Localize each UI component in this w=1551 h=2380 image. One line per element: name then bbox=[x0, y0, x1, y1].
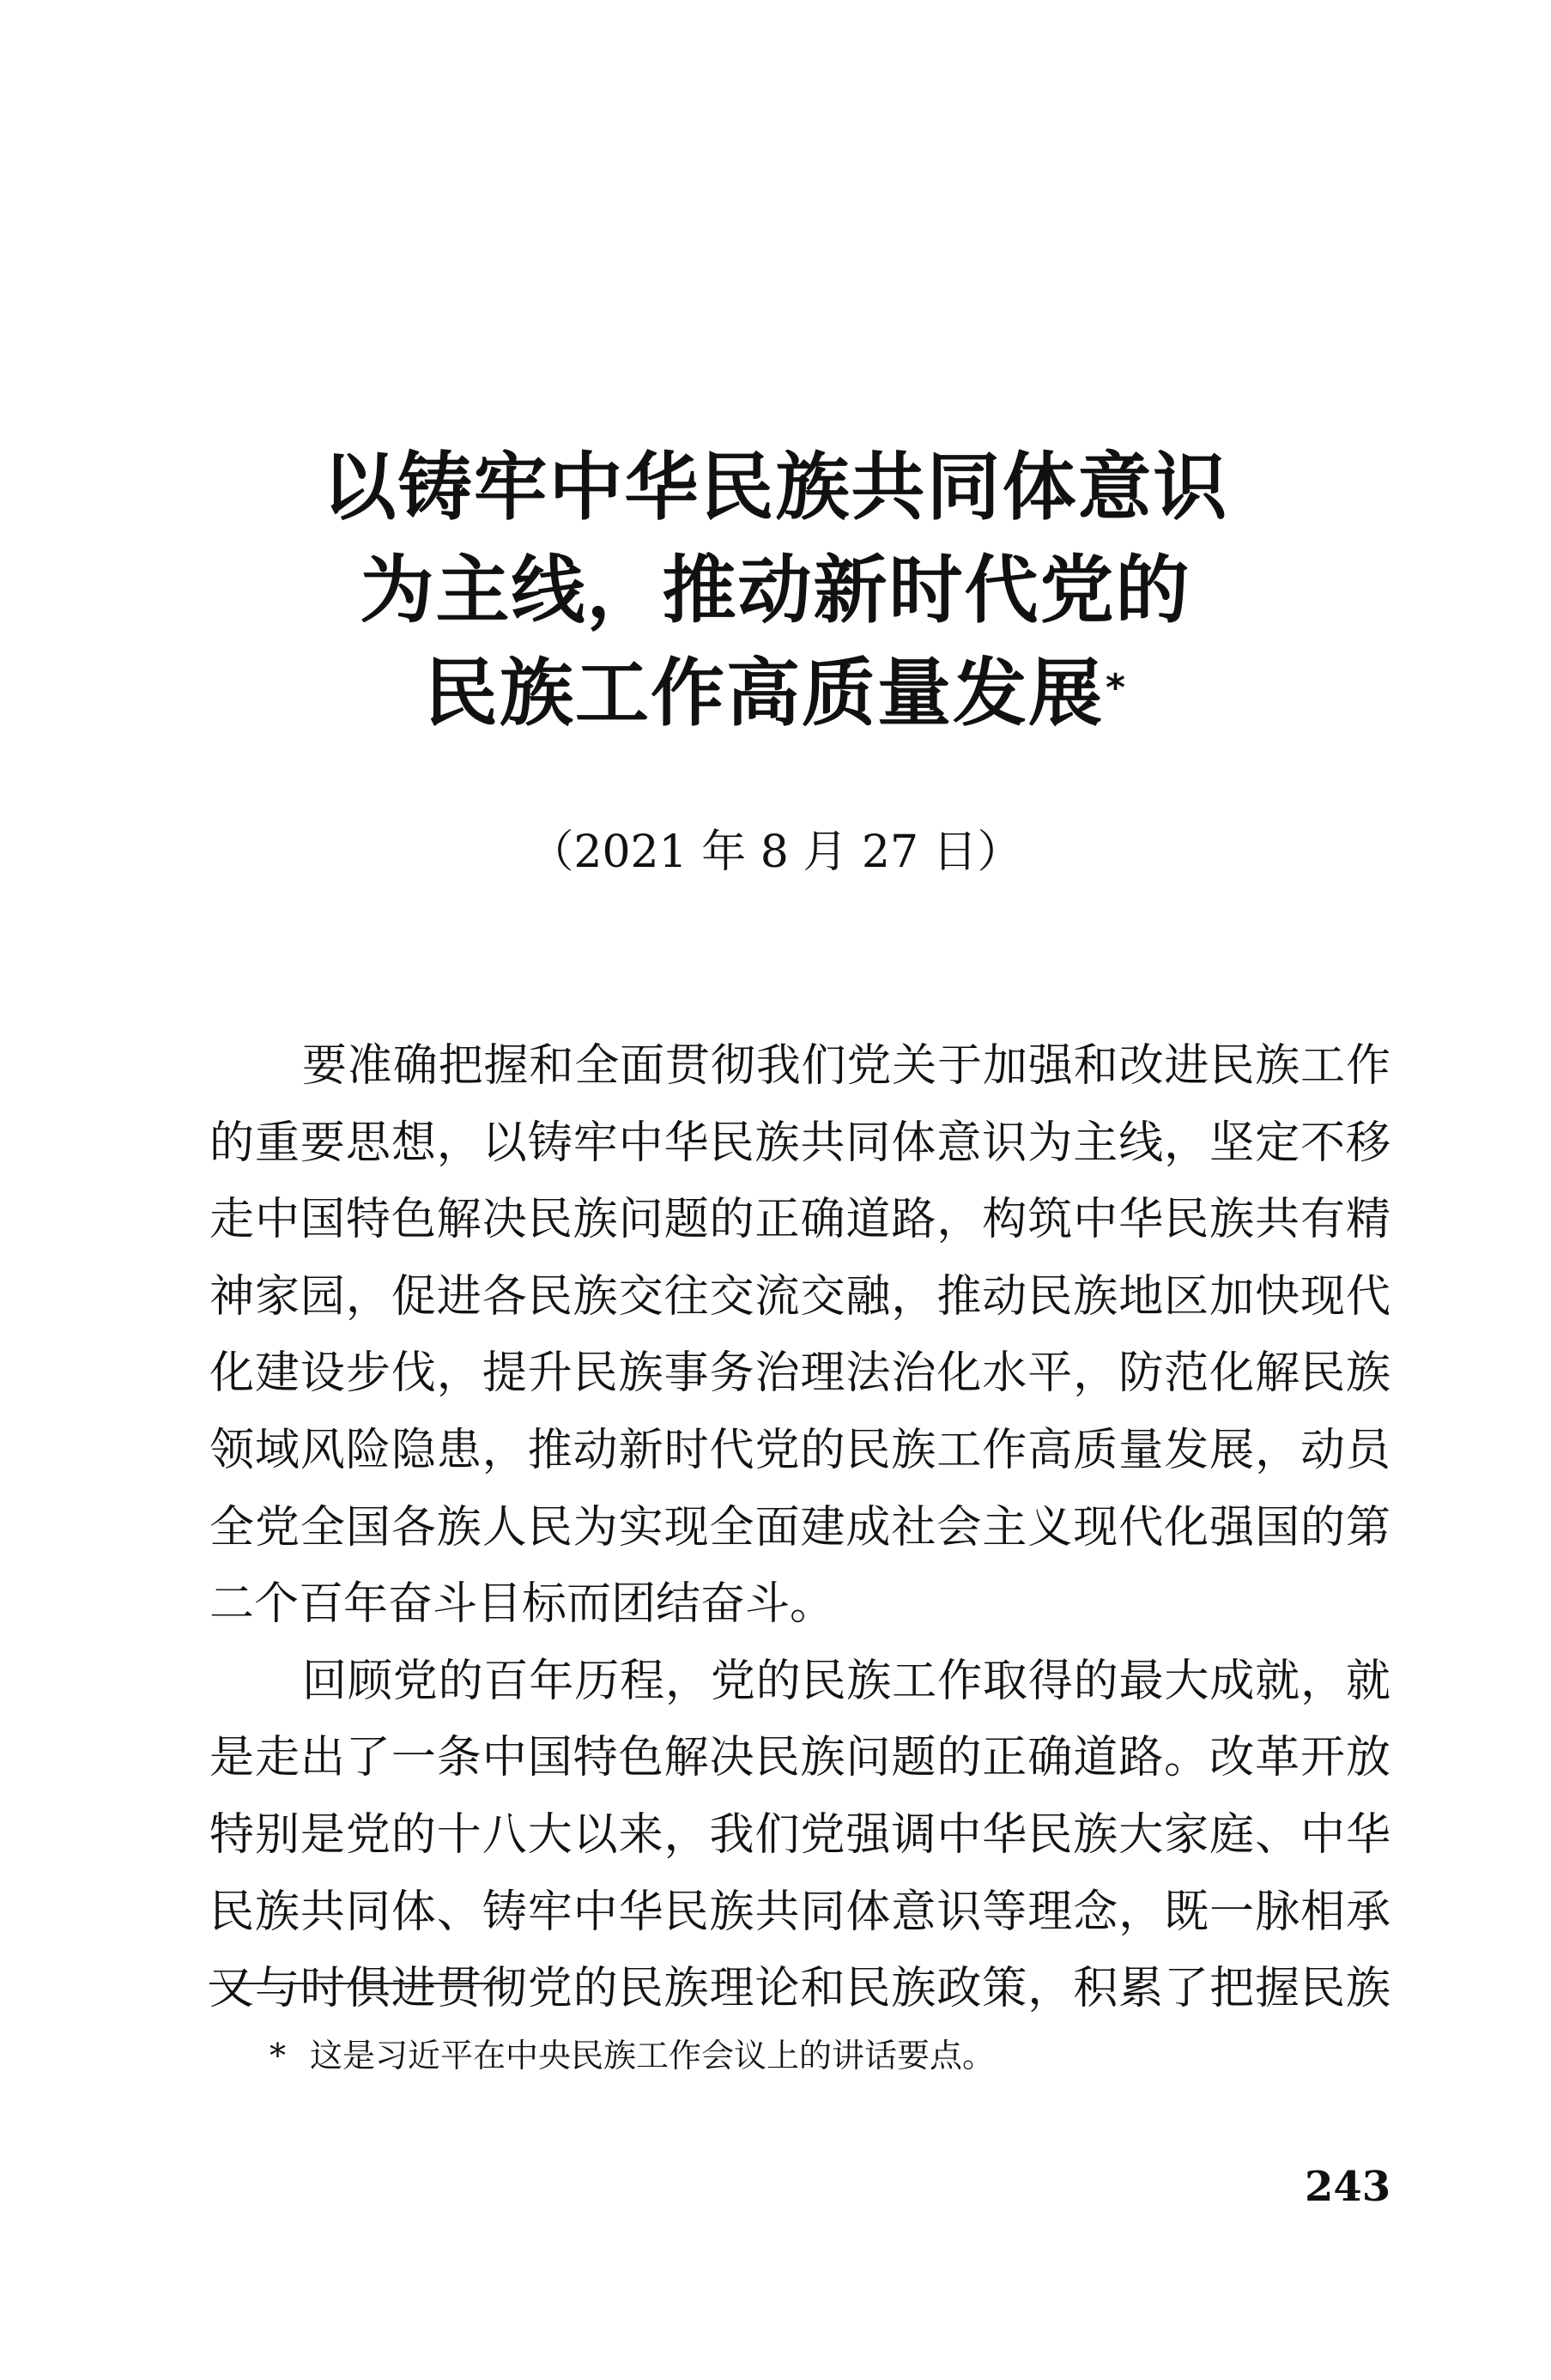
page-number: 243 bbox=[1305, 2163, 1391, 2211]
paragraph-line: 又与时俱进贯彻党的民族理论和民族政策，积累了把握民族 bbox=[209, 1963, 1390, 2015]
paragraph-line: 的重要思想，以铸牢中华民族共同体意识为主线，坚定不移 bbox=[209, 1117, 1390, 1169]
paragraph-1 bbox=[209, 1028, 1390, 1644]
title-line-3-text: 民族工作高质量发展 bbox=[423, 651, 1104, 736]
title-line-3 bbox=[0, 642, 1551, 745]
paragraph-line: 是走出了一条中国特色解决民族问题的正确道路。改革开放 bbox=[209, 1732, 1390, 1784]
footnote-text: 这是习近平在中央民族工作会议上的讲话要点。 bbox=[310, 2037, 996, 2074]
article-body bbox=[209, 1028, 1390, 2028]
title-line-2: 为主线，推动新时代党的 bbox=[360, 548, 1191, 633]
paragraph-line: 民族共同体、铸牢中华民族共同体意识等理念，既一脉相承 bbox=[209, 1886, 1390, 1938]
paragraph-line: 神家园，促进各民族交往交流交融，推动民族地区加快现代 bbox=[209, 1270, 1390, 1323]
paragraph-line: 特别是党的十八大以来，我们党强调中华民族大家庭、中华 bbox=[209, 1808, 1390, 1861]
paragraph-line: 化建设步伐，提升民族事务治理法治化水平，防范化解民族 bbox=[209, 1347, 1390, 1400]
paragraph-line: 全党全国各族人民为实现全面建成社会主义现代化强国的第 bbox=[209, 1501, 1390, 1553]
title-line-1: 以铸牢中华民族共同体意识 bbox=[322, 445, 1229, 530]
paragraph-line: 二个百年奋斗目标而团结奋斗。 bbox=[209, 1578, 835, 1631]
footnote-divider bbox=[209, 1983, 515, 1984]
paragraph-line: 要准确把握和全面贯彻我们党关于加强和改进民族工作 bbox=[302, 1040, 1390, 1092]
footnote-marker: * bbox=[270, 2037, 286, 2074]
paragraph-line: 领域风险隐患，推动新时代党的民族工作高质量发展，动员 bbox=[209, 1424, 1390, 1476]
paragraph-line: 回顾党的百年历程，党的民族工作取得的最大成就，就 bbox=[302, 1655, 1390, 1707]
paragraph-2 bbox=[209, 1644, 1390, 2028]
footnote bbox=[270, 2034, 995, 2077]
paragraph-line: 走中国特色解决民族问题的正确道路，构筑中华民族共有精 bbox=[209, 1194, 1390, 1246]
article-title bbox=[0, 436, 1551, 745]
title-footnote-mark: * bbox=[1105, 666, 1127, 710]
speech-date: （2021 年 8 月 27 日） bbox=[529, 827, 1022, 878]
